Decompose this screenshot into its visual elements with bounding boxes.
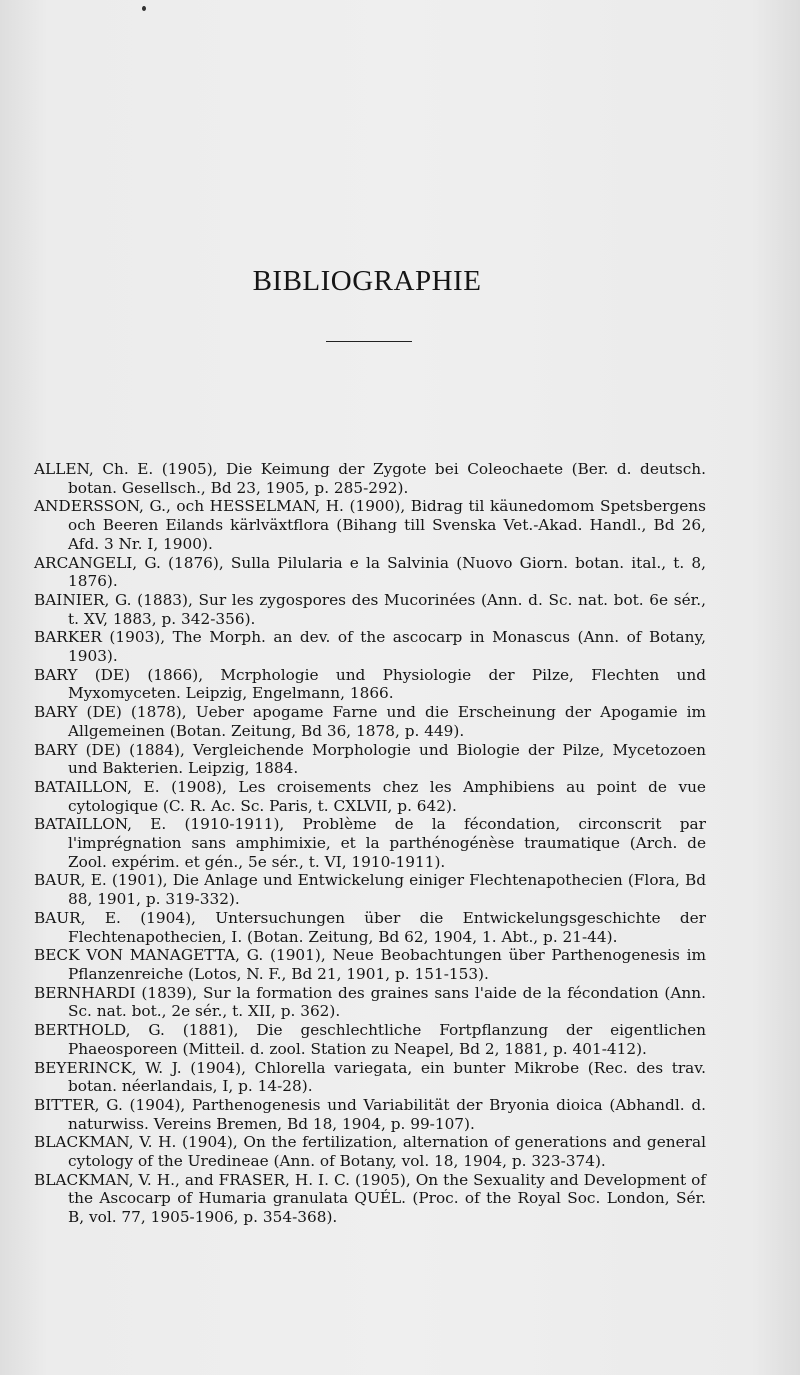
reference-list: [34, 460, 706, 1227]
reference-entry: ALLEN, Ch. E. (1905), Die Keimung der Zygote bei Coleochaete (Ber. d. deutsch. botan. Gesellsch., Bd 23, 1905, p. 285-292).: [34, 460, 706, 497]
reference-entry: BERTHOLD, G. (1881), Die geschlechtliche Fortpflanzung der eigentlichen Phaeosporeen (Mitteil. d. zool. Station zu Neapel, Bd 2, 1881, p. 401-412).: [34, 1021, 706, 1058]
reference-entry: BARY (DE) (1884), Vergleichende Morphologie und Biologie der Pilze, Mycetozoen und Bakterien. Leipzig, 1884.: [34, 740, 706, 778]
reference-entry: BAUR, E. (1901), Die Anlage und Entwickelung einiger Flechtenapothecien (Flora, Bd 88, 1901, p. 319-332).: [34, 871, 706, 909]
reference-entry: BLACKMAN, V. H. (1904), On the fertilization, alternation of generations and general cytology of the Uredineae (Ann. of Botany, vol. 18, 1904, p. 323-374).: [34, 1133, 706, 1171]
page-title: BIBLIOGRAPHIE: [252, 265, 482, 298]
reference-entry: BAUR, E. (1904), Untersuchungen über die Entwickelungsgeschichte der Flechtenapothecien, I. (Botan. Zeitung, Bd 62, 1904, 1. Abt., p. 21-44).: [34, 908, 706, 946]
reference-entry: BARKER (1903), The Morph. an dev. of the ascocarp in Monascus (Ann. of Botany, 1903).: [34, 628, 706, 666]
reference-entry: BLACKMAN, V. H., and FRASER, H. I. C. (1905), On the Sexuality and Development of the Ascocarp of Humaria granulata QUÉL. (Proc. of the Royal Soc. London, Sér. B, vol. 77, 1905-1906, p. 354-368).: [34, 1170, 706, 1227]
reference-entry: ARCANGELI, G. (1876), Sulla Pilularia e la Salvinia (Nuovo Giorn. botan. ital., t. 8, 1876).: [34, 553, 706, 591]
reference-entry: BAINIER, G. (1883), Sur les zygospores des Mucorinées (Ann. d. Sc. nat. bot. 6e sér., t. XV, 1883, p. 342-356).: [34, 590, 706, 628]
reference-entry: BITTER, G. (1904), Parthenogenesis und Variabilität der Bryonia dioica (Abhandl. d. naturwiss. Vereins Bremen, Bd 18, 1904, p. 99-107).: [34, 1095, 706, 1133]
reference-entry: BARY (DE) (1878), Ueber apogame Farne und die Erscheinung der Apogamie im Allgemeinen (Botan. Zeitung, Bd 36, 1878, p. 449).: [34, 703, 706, 740]
title-rule: [326, 341, 412, 342]
reference-entry: ANDERSSON, G., och HESSELMAN, H. (1900), Bidrag til käunedomom Spetsbergens och Beeren Eilands kärlväxtflora (Bihang till Svenska Vet.-Akad. Handl., Bd 26, Afd. 3 Nr. I, 1900).: [34, 497, 706, 553]
reference-entry: BERNHARDI (1839), Sur la formation des graines sans l'aide de la fécondation (Ann. Sc. nat. bot., 2e sér., t. XII, p. 362).: [34, 983, 706, 1021]
reference-entry: BATAILLON, E. (1910-1911), Problème de la fécondation, circonscrit par l'imprégnation sans amphimixie, et la parthénogénèse traumatique (Arch. de Zool. expérim. et gén., 5e sér., t. VI, 1910-1911).: [34, 815, 706, 871]
reference-entry: BECK VON MANAGETTA, G. (1901), Neue Beobachtungen über Parthenogenesis im Pflanzenreiche (Lotos, N. F., Bd 21, 1901, p. 151-153).: [34, 946, 706, 983]
reference-entry: BATAILLON, E. (1908), Les croisements chez les Amphibiens au point de vue cytologique (C. R. Ac. Sc. Paris, t. CXLVII, p. 642).: [34, 777, 706, 815]
reference-entry: BEYERINCK, W. J. (1904), Chlorella variegata, ein bunter Mikrobe (Rec. des trav. botan. néerlandais, I, p. 14-28).: [34, 1058, 706, 1096]
ink-speck: [142, 6, 146, 11]
reference-entry: BARY (DE) (1866), Mcrphologie und Physiologie der Pilze, Flechten und Myxomyceten. Leipzig, Engelmann, 1866.: [34, 665, 706, 703]
